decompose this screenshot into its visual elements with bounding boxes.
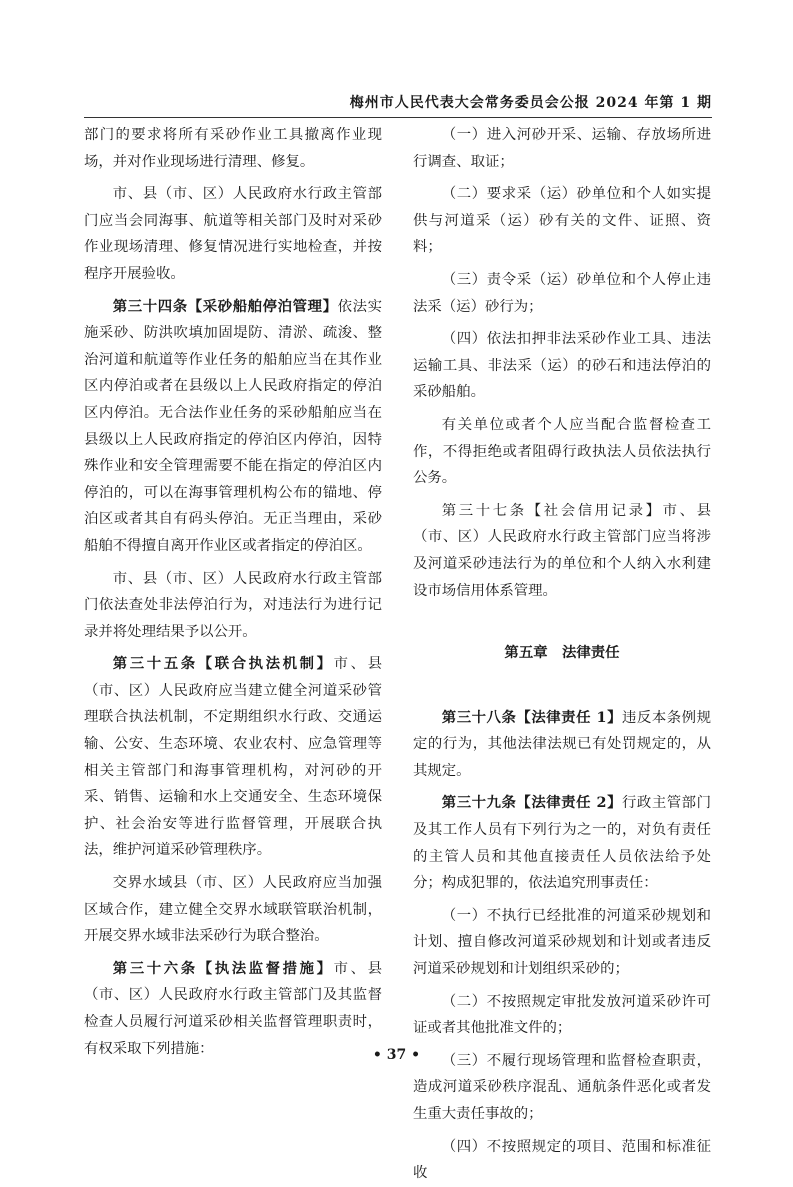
article-title: 第三十五条【联合执法机制】: [112, 655, 334, 673]
article-body: 违反本条例规定的行为，其他法律法规已有处罚规定的，从其规定。: [413, 709, 711, 779]
measure-item: （四）依法扣押非法采砂作业工具、违法运输工具、非法采（运）的砂石和违法停泊的采砂船舶。: [413, 331, 711, 401]
measure-item: （三）责令采（运）砂单位和个人停止违法采（运）砂行为；: [413, 271, 711, 315]
paragraph: 有关单位或者个人应当配合监督检查工作，不得拒绝或者阻碍行政执法人员依法执行公务。: [413, 416, 711, 487]
article-35: [84, 651, 382, 864]
article-38: [413, 705, 711, 785]
article-body: 行政主管部门及其工作人员有下列行为之一的，对负有责任的主管人员和其他直接责任人员依法给予处分；构成犯罪的，依法追究刑事责任：: [413, 795, 711, 892]
liability-item: （三）不履行现场管理和监督检查职责，造成河道采砂秩序混乱、通航条件恶化或者发生重大责任事故的；: [413, 1052, 711, 1122]
paragraph: 部门的要求将所有采砂作业工具撤离作业现场，并对作业现场进行清理、修复。: [84, 127, 382, 170]
right-column: [413, 122, 711, 1187]
article-body: 市、县（市、区）人民政府应当建立健全河道采砂管理联合执法机制，不定期组织水行政、交通运输、公安、生态环境、农业农村、应急管理等相关主管部门和海事管理机构，对河砂的开采、销售、运输和水上交通安全、生态环境保护、社会治安等进行监督管理，开展联合执法，维护河道采砂管理秩序。: [84, 656, 382, 859]
measure-item: （一）进入河砂开采、运输、存放场所进行调查、取证；: [413, 127, 711, 170]
page-number: • 37 •: [372, 1047, 421, 1063]
measure-item: （二）要求采（运）砂单位和个人如实提供与河道采（运）砂有关的文件、证照、资料；: [413, 186, 711, 256]
paragraph: 市、县（市、区）人民政府水行政主管部门依法查处非法停泊行为，对违法行为进行记录并将处理结果予以公开。: [84, 570, 382, 640]
header-rule: [84, 117, 712, 118]
liability-item: （四）不按照规定的项目、范围和标准征收: [413, 1138, 711, 1182]
article-title: 第三十四条【采砂船舶停泊管理】: [112, 297, 338, 315]
article-title: 第三十六条【执法监督措施】: [112, 959, 334, 977]
article-body: 市、县（市、区）人民政府水行政主管部门及其监督检查人员履行河道采砂相关监督管理职责时，有权采取下列措施：: [84, 960, 382, 1057]
article-37: 第三十七条【社会信用记录】市、县（市、区）人民政府水行政主管部门应当将涉及河道采砂违法行为的单位和个人纳入水利建设市场信用体系管理。: [413, 502, 711, 599]
paragraph: 交界水域县（市、区）人民政府应当加强区域合作，建立健全交界水域联管联治机制，开展交界水域非法采砂行为联合整治。: [84, 875, 382, 945]
article-34: [84, 294, 382, 560]
liability-item: （一）不执行已经批准的河道采砂规划和计划、擅自修改河道采砂规划和计划或者违反河道采砂规划和计划组织采砂的；: [413, 907, 711, 978]
article-body: 依法实施采砂、防洪吹填加固堤防、清淤、疏浚、整治河道和航道等作业任务的船舶应当在其作业区内停泊或者在县级以上人民政府指定的停泊区内停泊。无合法作业任务的采砂船舶应当在县级以上人民政府指定的停泊区内停泊，因特殊作业和安全管理需要不能在指定的停泊区内停泊的，可以在海事管理机构公布的锚地、停泊区或者其自有码头停泊。无正当理由，采砂船舶不得擅自离开作业区或者指定的停泊区。: [84, 298, 382, 554]
journal-header: 梅州市人民代表大会常务委员会公报 2024 年第 1 期: [349, 95, 712, 111]
paragraph: 市、县（市、区）人民政府水行政主管部门应当会同海事、航道等相关部门及时对采砂作业现场清理、修复情况进行实地检查，并按程序开展验收。: [84, 186, 382, 282]
article-title: 第三十九条【法律责任 2】: [441, 794, 622, 812]
chapter-heading: 第五章 法律责任: [504, 644, 620, 662]
article-39: [413, 790, 711, 896]
article-title: 第三十八条【法律责任 1】: [441, 708, 622, 726]
left-column: [84, 122, 382, 1062]
liability-item: （二）不按照规定审批发放河道采砂许可证或者其他批准文件的；: [413, 993, 711, 1037]
